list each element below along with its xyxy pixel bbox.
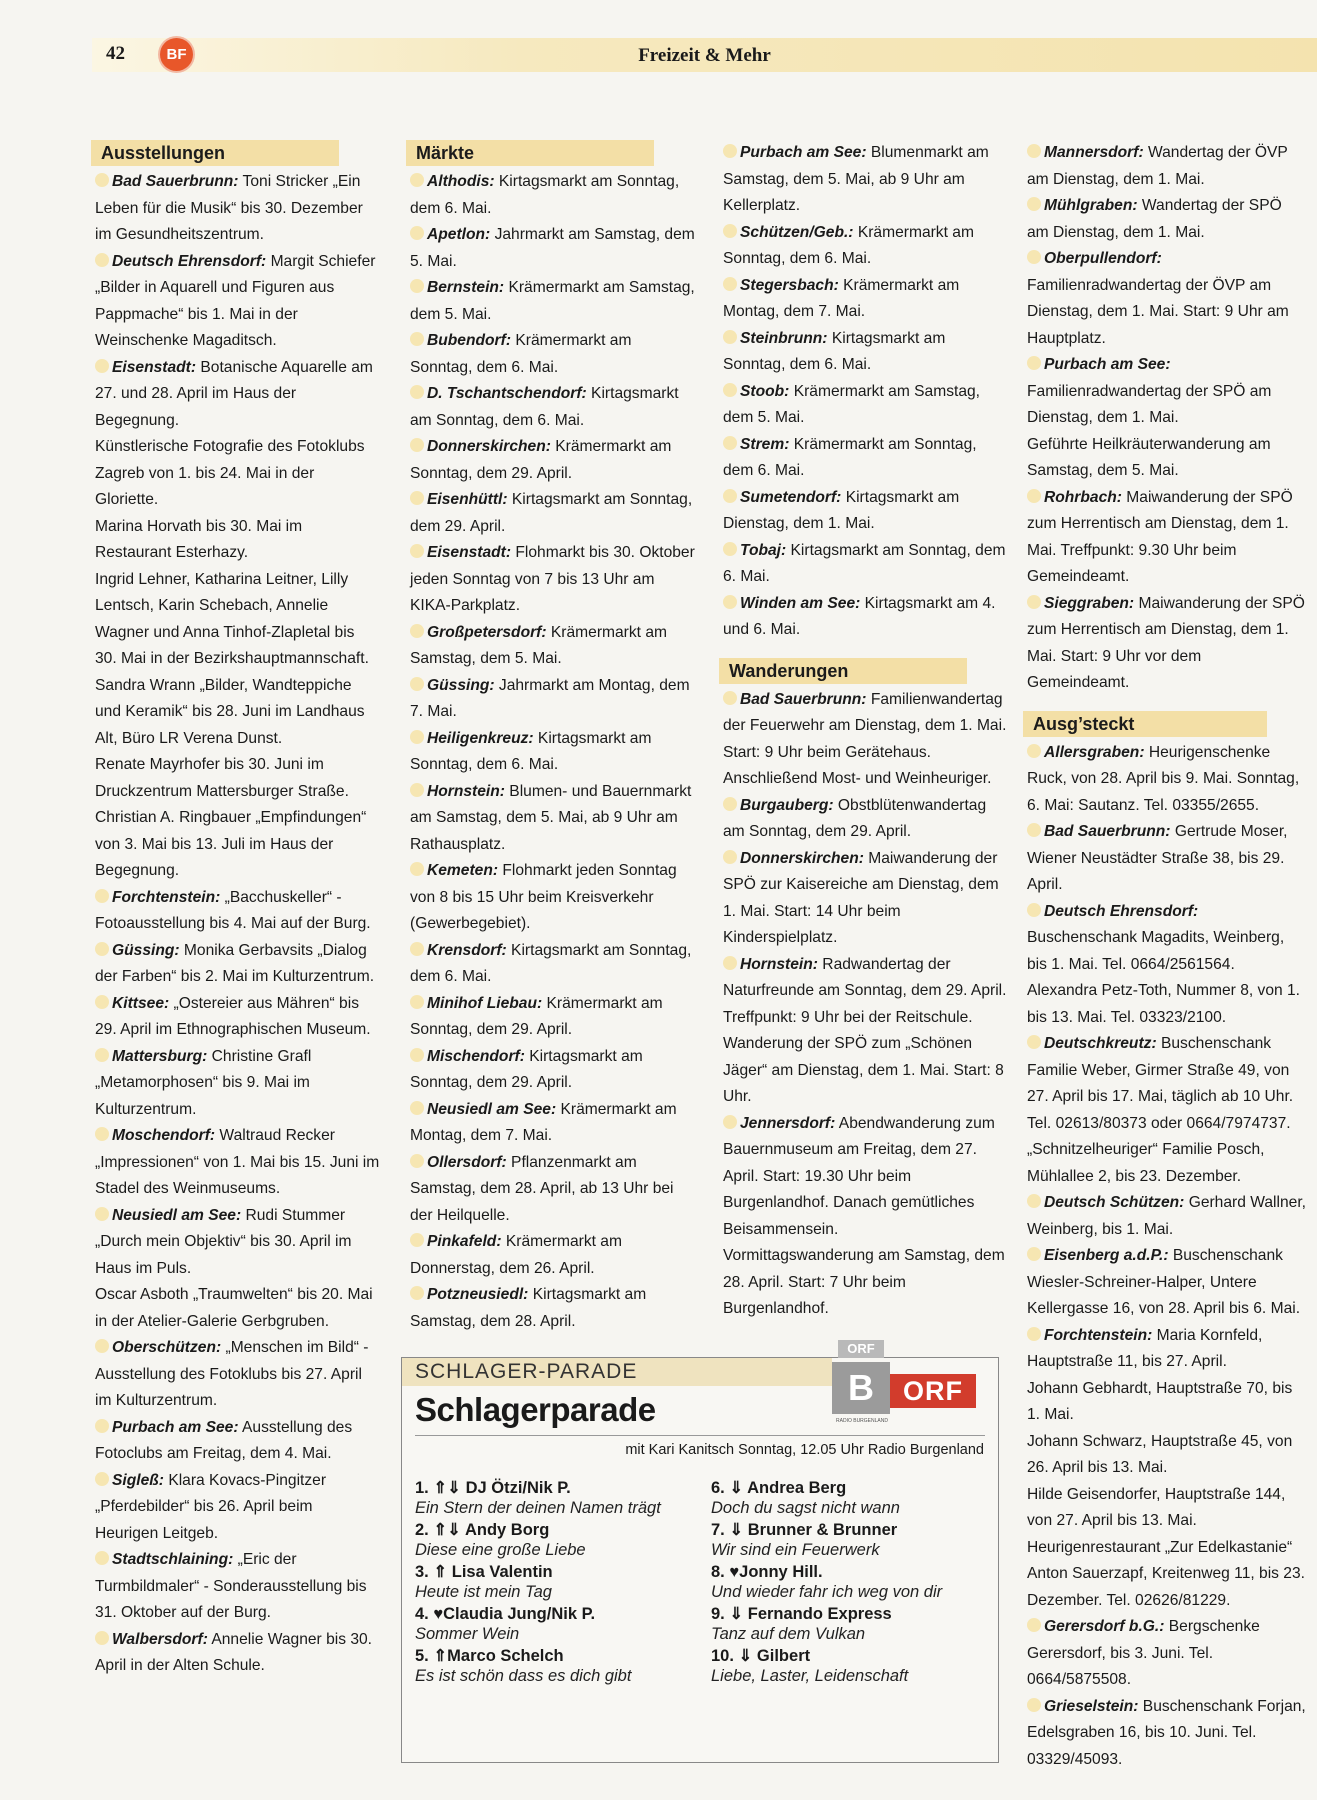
- schlagerparade-box: [401, 1341, 999, 1763]
- chart-list-right: [711, 1478, 1001, 1688]
- listing-entry: [1027, 1031, 1307, 1137]
- chart-artist: 9. ⇓ Fernando Express: [711, 1605, 892, 1623]
- orf-red-logo: ORF: [890, 1374, 976, 1408]
- place-name: Sumetendorf:: [723, 489, 841, 506]
- chart-song: Heute ist mein Tag: [415, 1583, 552, 1601]
- page-header: [92, 38, 1317, 72]
- listing-text: Kirtagsmarkt am Samstag, dem 28. April.: [410, 1286, 647, 1330]
- place-name: Mischendorf:: [410, 1048, 525, 1065]
- listing-entry: [410, 938, 695, 991]
- listing-text: Obstblütenwandertag am Sonntag, dem 29. April.: [723, 796, 987, 840]
- listing-entry: [95, 1415, 380, 1468]
- column-ausstellungen: [95, 140, 380, 1680]
- place-name: Neusiedl am See:: [95, 1207, 241, 1224]
- orf-small-logo: ORF: [838, 1340, 884, 1358]
- orf-b-logo: B: [832, 1362, 890, 1414]
- listing-entry: [1027, 1376, 1307, 1429]
- listing-entry: [95, 938, 380, 991]
- listing-text: Wandertag der SPÖ am Dienstag, dem 1. Mai.: [1027, 197, 1282, 241]
- place-name: Stadtschlaining:: [95, 1551, 233, 1568]
- chart-artist: 10. ⇓ Gilbert: [711, 1647, 811, 1665]
- section-heading: Ausstellungen: [91, 140, 339, 166]
- chart-entry: [711, 1604, 1001, 1646]
- listing-text: Buschenschank Wiesler-Schreiner-Halper, Untere Kellergasse 16, von 28. April bis 6. Mai.: [1027, 1247, 1301, 1317]
- chart-entry: [711, 1562, 1001, 1604]
- place-name: Krensdorf:: [410, 942, 507, 959]
- chart-entry: [711, 1646, 1001, 1688]
- chart-entry: [711, 1478, 1001, 1520]
- place-name: Mühlgraben:: [1027, 197, 1138, 214]
- listing-entry: [95, 1123, 380, 1203]
- chart-list-left: [415, 1478, 705, 1688]
- bf-logo-icon: BF: [160, 38, 193, 71]
- place-name: Tobaj:: [723, 542, 786, 559]
- listing-text: Buschenschank Familie Weber, Girmer Straße 49, von 27. April bis 17. Mai, täglich ab 10 Uhr. Tel. 02613/80373 oder 0664/7974737.: [1027, 1035, 1294, 1132]
- listing-entry: [723, 1243, 1008, 1323]
- listing-entry: [1027, 246, 1307, 352]
- listing-text: Johann Schwarz, Hauptstraße 45, von 26. April bis 13. Mai.: [1027, 1432, 1293, 1476]
- listing-entry: [723, 1031, 1008, 1111]
- place-name: Schützen/Geb.:: [723, 224, 854, 241]
- listing-text: Krämermarkt am Montag, dem 7. Mai.: [723, 276, 960, 320]
- place-name: Jennersdorf:: [723, 1115, 835, 1132]
- listing-text: Klara Kovacs-Pingitzer „Pferdebilder“ bis 26. April beim Heurigen Leitgeb.: [95, 1471, 327, 1542]
- listing-text: Krämermarkt am Donnerstag, dem 26. April.: [410, 1233, 622, 1277]
- listing-entry: [410, 540, 695, 620]
- listing-entry: [1027, 1694, 1307, 1774]
- listing-entry: [723, 273, 1008, 326]
- place-name: Purbach am See:: [723, 144, 867, 161]
- listing-entry: [1027, 740, 1307, 820]
- section-heading: Märkte: [406, 140, 654, 166]
- place-name: Sigleß:: [95, 1472, 164, 1489]
- listing-entry: [723, 432, 1008, 485]
- listing-text: Monika Gerbavsits „Dialog der Farben“ bis 2. Mai im Kulturzentrum.: [95, 941, 375, 985]
- listing-entry: [410, 1150, 695, 1230]
- chart-artist: 8. ♥Jonny Hill.: [711, 1563, 823, 1581]
- chart-song: Ein Stern der deinen Namen trägt: [415, 1499, 661, 1517]
- listing-entry: [410, 487, 695, 540]
- listing-entry: [1027, 1614, 1307, 1694]
- listing-entry: [1027, 1190, 1307, 1243]
- listing-entry: [723, 846, 1008, 952]
- listing-entry: [723, 220, 1008, 273]
- section-heading: Ausg’steckt: [1023, 711, 1267, 737]
- listing-entry: [723, 379, 1008, 432]
- listing-entry: [1027, 1323, 1307, 1376]
- place-name: Oberschützen:: [95, 1339, 221, 1356]
- listing-text: Flohmarkt bis 30. Oktober jeden Sonntag von 7 bis 13 Uhr am KIKA-Parkplatz.: [410, 544, 695, 614]
- chart-artist: 3. ⇑ Lisa Valentin: [415, 1563, 553, 1581]
- place-name: Güssing:: [410, 677, 495, 694]
- place-name: Deutschkreutz:: [1027, 1035, 1157, 1052]
- place-name: Forchtenstein:: [1027, 1327, 1152, 1344]
- listing-text: Kirtagsmarkt am Sonntag, dem 29. April.: [410, 491, 693, 535]
- listing-text: Abendwanderung zum Bauernmuseum am Freitag, dem 27. April. Start: 19.30 Uhr beim Burgenlandhof. Danach gemütliches Beisammensein.: [723, 1114, 995, 1238]
- listing-text: Krämermarkt am Montag, dem 7. Mai.: [410, 1100, 677, 1144]
- listing-entry: [95, 169, 380, 249]
- listing-entry: [410, 434, 695, 487]
- listing-text: Maiwanderung der SPÖ zum Herrentisch am Dienstag, dem 1. Mai. Treffpunkt: 9.30 Uhr beim Gemeindeamt.: [1027, 488, 1293, 585]
- listing-text: Familienradwandertag der SPÖ am Dienstag, dem 1. Mai.: [1027, 382, 1272, 426]
- listing-text: Heurigenschenke Ruck, von 28. April bis 9. Mai. Sonntag, 6. Mai: Sautanz. Tel. 03355/2655.: [1027, 743, 1300, 814]
- listing-entry: [410, 779, 695, 859]
- place-name: Donnerskirchen:: [723, 850, 864, 867]
- orf-radio-burgenland-logo: [832, 1340, 982, 1442]
- listing-text: Krämermarkt am Sonntag, dem 29. April.: [410, 438, 672, 482]
- listing-entry: [723, 326, 1008, 379]
- listing-text: Kirtagsmarkt am 4. und 6. Mai.: [723, 594, 996, 638]
- place-name: Eisenstadt:: [410, 544, 511, 561]
- place-name: Allersgraben:: [1027, 744, 1145, 761]
- listing-text: Radwandertag der Naturfreunde am Sonntag, dem 29. April. Treffpunkt: 9 Uhr bei der Reitschule.: [723, 955, 1007, 1026]
- listing-text: Oscar Asboth „Traumwelten“ bis 20. Mai in der Atelier-Galerie Gerbgruben.: [95, 1286, 373, 1330]
- listing-entry: [1027, 1535, 1307, 1615]
- listing-entry: [410, 381, 695, 434]
- listing-text: Jahrmarkt am Samstag, dem 5. Mai.: [410, 226, 695, 270]
- listing-entry: [95, 1547, 380, 1627]
- listing-text: Krämermarkt am Samstag, dem 5. Mai.: [723, 382, 981, 426]
- place-name: Kemeten:: [410, 862, 498, 879]
- schlagerparade-title: Schlagerparade: [415, 1391, 656, 1428]
- listing-text: Kirtagsmarkt am Sonntag, dem 6. Mai.: [723, 329, 946, 373]
- listing-entry: [95, 514, 380, 567]
- column-wanderungen-ausgsteckt: [1027, 140, 1307, 1773]
- place-name: Deutsch Ehrensdorf:: [95, 253, 266, 270]
- place-name: Moschendorf:: [95, 1127, 215, 1144]
- listing-text: Krämermarkt am Sonntag, dem 6. Mai.: [410, 332, 632, 376]
- listing-text: Wandertag der ÖVP am Dienstag, dem 1. Mai.: [1027, 144, 1288, 188]
- place-name: Mattersburg:: [95, 1048, 207, 1065]
- listing-text: Kirtagsmarkt am Sonntag, dem 6. Mai.: [410, 729, 652, 773]
- place-name: Walbersdorf:: [95, 1631, 208, 1648]
- schlagerparade-band-label: SCHLAGER-PARADE: [415, 1360, 638, 1383]
- listing-text: Gerhard Wallner, Weinberg, bis 1. Mai.: [1027, 1194, 1306, 1238]
- listing-entry: [95, 1627, 380, 1680]
- listing-text: Toni Stricker „Ein Leben für die Musik“ bis 30. Dezember im Gesundheitszentrum.: [95, 173, 363, 243]
- place-name: Eisenberg a.d.P.:: [1027, 1247, 1169, 1264]
- listing-entry: [410, 275, 695, 328]
- listing-text: Krämermarkt am Sonntag, dem 29. April.: [410, 994, 663, 1038]
- schlagerparade-band: [402, 1358, 832, 1386]
- listing-text: „Ostereier aus Mähren“ bis 29. April im Ethnographischen Museum.: [95, 994, 371, 1038]
- listing-text: Kirtagsmarkt am Sonntag, dem 29. April.: [410, 1047, 643, 1091]
- place-name: Grieselstein:: [1027, 1698, 1138, 1715]
- place-name: Oberpullendorf:: [1027, 250, 1162, 267]
- place-name: Eisenstadt:: [95, 359, 196, 376]
- chart-entry: [415, 1562, 705, 1604]
- listing-entry: [1027, 819, 1307, 899]
- section-heading: Wanderungen: [719, 658, 967, 684]
- listing-text: Marina Horvath bis 30. Mai im Restaurant Esterhazy.: [95, 517, 303, 561]
- listing-entry: [1027, 1482, 1307, 1535]
- listing-entry: [1027, 352, 1307, 432]
- listing-text: Ausstellung des Fotoclubs am Freitag, dem 4. Mai.: [95, 1418, 353, 1462]
- listing-entry: [95, 885, 380, 938]
- place-name: Güssing:: [95, 942, 180, 959]
- listing-entry: [410, 222, 695, 275]
- place-name: Mannersdorf:: [1027, 144, 1144, 161]
- listing-text: Gertrude Moser, Wiener Neustädter Straße 38, bis 29. April.: [1027, 823, 1288, 893]
- place-name: Bad Sauerbrunn:: [723, 691, 867, 708]
- listing-text: Künstlerische Fotografie des Fotoklubs Zagreb von 1. bis 24. Mai in der Gloriette.: [95, 438, 365, 508]
- listing-entry: [95, 991, 380, 1044]
- section-title: Freizeit & Mehr: [638, 45, 771, 66]
- place-name: Kittsee:: [95, 995, 169, 1012]
- listing-entry: [95, 1468, 380, 1548]
- column-maerkte-wanderungen: [723, 140, 1008, 1323]
- column-maerkte: [410, 140, 695, 1335]
- listing-text: Blumenmarkt am Samstag, dem 5. Mai, ab 9 Uhr am Kellerplatz.: [723, 144, 989, 214]
- listing-entry: [1027, 591, 1307, 697]
- place-name: Althodis:: [410, 173, 495, 190]
- listing-entry: [410, 673, 695, 726]
- listing-text: Heurigenrestaurant „Zur Edelkastanie“ Anton Sauerzapf, Kreitenweg 11, bis 23. Dezember. Tel. 02626/81229.: [1027, 1538, 1305, 1609]
- listing-entry: [1027, 899, 1307, 979]
- listing-text: Renate Mayrhofer bis 30. Juni im Druckzentrum Mattersburger Straße.: [95, 756, 349, 800]
- place-name: Potzneusiedl:: [410, 1286, 528, 1303]
- listing-text: Sandra Wrann „Bilder, Wandteppiche und Keramik“ bis 28. Juni im Landhaus Alt, Büro LR Verena Dunst.: [95, 676, 365, 747]
- listing-entry: [95, 673, 380, 753]
- chart-artist: 1. ⇑⇓ DJ Ötzi/Nik P.: [415, 1479, 571, 1497]
- listing-text: Familienradwandertag der ÖVP am Dienstag, dem 1. Mai. Start: 9 Uhr am Hauptplatz.: [1027, 276, 1289, 347]
- listing-text: Maiwanderung der SPÖ zur Kaisereiche am Dienstag, dem 1. Mai. Start: 14 Uhr beim Kinderspielplatz.: [723, 849, 999, 946]
- listing-text: Wanderung der SPÖ zum „Schönen Jäger“ am Dienstag, dem 1. Mai. Start: 8 Uhr.: [723, 1035, 1004, 1105]
- listing-text: Vormittagswanderung am Samstag, dem 28. April. Start: 7 Uhr beim Burgenlandhof.: [723, 1247, 1005, 1317]
- place-name: Deutsch Schützen:: [1027, 1194, 1184, 1211]
- chart-entry: [415, 1604, 705, 1646]
- chart-song: Und wieder fahr ich weg von dir: [711, 1583, 943, 1601]
- listing-text: Familienwandertag der Feuerwehr am Dienstag, dem 1. Mai. Start: 9 Uhr beim Gerätehaus. Anschließend Most- und Weinheuriger.: [723, 690, 1007, 787]
- place-name: Minihof Liebau:: [410, 995, 542, 1012]
- listing-entry: [1027, 1137, 1307, 1190]
- listing-text: Geführte Heilkräuterwanderung am Samstag, dem 5. Mai.: [1027, 435, 1271, 479]
- listing-text: Blumen- und Bauernmarkt am Samstag, dem 5. Mai, ab 9 Uhr am Rathausplatz.: [410, 782, 692, 853]
- place-name: Bad Sauerbrunn:: [95, 173, 239, 190]
- listing-text: Alexandra Petz-Toth, Nummer 8, von 1. bis 13. Mai. Tel. 03323/2100.: [1027, 982, 1301, 1026]
- listing-entry: [723, 1111, 1008, 1244]
- place-name: Bubendorf:: [410, 332, 511, 349]
- place-name: Purbach am See:: [95, 1419, 239, 1436]
- place-name: Winden am See:: [723, 595, 860, 612]
- listing-text: Rudi Stummer „Durch mein Objektiv“ bis 30. April im Haus im Puls.: [95, 1206, 352, 1277]
- listing-text: Kirtagsmarkt am Dienstag, dem 1. Mai.: [723, 488, 960, 532]
- place-name: Neusiedl am See:: [410, 1101, 556, 1118]
- listing-entry: [95, 752, 380, 805]
- listing-entry: [723, 538, 1008, 591]
- listing-text: Annelie Wagner bis 30. April in der Alten Schule.: [95, 1630, 373, 1674]
- listing-text: Botanische Aquarelle am 27. und 28. April im Haus der Begegnung.: [95, 358, 373, 429]
- listing-entry: [410, 858, 695, 938]
- place-name: Heiligenkreuz:: [410, 730, 534, 747]
- place-name: Hornstein:: [723, 956, 818, 973]
- listing-entry: [723, 591, 1008, 644]
- listing-text: Buschenschank Forjan, Edelsgraben 16, bis 10. Juni. Tel. 03329/45093.: [1027, 1697, 1306, 1768]
- chart-song: Diese eine große Liebe: [415, 1541, 586, 1559]
- place-name: Pinkafeld:: [410, 1233, 502, 1250]
- listing-entry: [410, 1097, 695, 1150]
- listing-text: Kirtagsmarkt am Sonntag, dem 6. Mai.: [723, 541, 1006, 585]
- place-name: Sieggraben:: [1027, 595, 1134, 612]
- listing-entry: [410, 1282, 695, 1335]
- place-name: Strem:: [723, 436, 789, 453]
- listing-text: „Bacchuskeller“ - Fotoausstellung bis 4. Mai auf der Burg.: [95, 888, 371, 932]
- listing-entry: [95, 1282, 380, 1335]
- listing-text: Krämermarkt am Samstag, dem 5. Mai.: [410, 623, 667, 667]
- page-number: 42: [106, 43, 125, 64]
- place-name: Eisenhüttl:: [410, 491, 508, 508]
- listing-entry: [1027, 485, 1307, 591]
- place-name: Gerersdorf b.G.:: [1027, 1618, 1164, 1635]
- listing-text: Christine Grafl „Metamorphosen“ bis 9. Mai im Kulturzentrum.: [95, 1047, 312, 1118]
- listing-text: Flohmarkt jeden Sonntag von 8 bis 15 Uhr beim Kreisverkehr (Gewerbegebiet).: [410, 862, 677, 932]
- listing-text: Kirtagsmarkt am Sonntag, dem 6. Mai.: [410, 173, 680, 217]
- listing-text: Kirtagsmarkt am Sonntag, dem 6. Mai.: [410, 385, 679, 429]
- chart-song: Liebe, Laster, Leidenschaft: [711, 1667, 909, 1685]
- chart-entry: [711, 1520, 1001, 1562]
- chart-song: Es ist schön dass es dich gibt: [415, 1667, 632, 1685]
- listing-text: Maria Kornfeld, Hauptstraße 11, bis 27. April.: [1027, 1326, 1263, 1370]
- chart-song: Wir sind ein Feuerwerk: [711, 1541, 880, 1559]
- listing-text: Margit Schiefer „Bilder in Aquarell und Figuren aus Pappmache“ bis 1. Mai in der Weinschenke Magaditsch.: [95, 252, 376, 349]
- listing-text: Christian A. Ringbauer „Empfindungen“ von 3. Mai bis 13. Juli im Haus der Begegnung.: [95, 809, 367, 879]
- listing-entry: [410, 1229, 695, 1282]
- listing-text: Hilde Geisendorfer, Hauptstraße 144, von 27. April bis 13. Mai.: [1027, 1485, 1286, 1529]
- listing-entry: [410, 1044, 695, 1097]
- chart-artist: 7. ⇓ Brunner & Brunner: [711, 1521, 898, 1539]
- place-name: Großpetersdorf:: [410, 624, 547, 641]
- listing-text: Waltraud Recker „Impressionen“ von 1. Mai bis 15. Juni im Stadel des Weinmuseums.: [95, 1127, 380, 1197]
- listing-text: Krämermarkt am Sonntag, dem 6. Mai.: [723, 223, 974, 267]
- listing-entry: [410, 328, 695, 381]
- listing-entry: [1027, 193, 1307, 246]
- listing-entry: [723, 485, 1008, 538]
- chart-song: Doch du sagst nicht wann: [711, 1499, 900, 1517]
- chart-song: Sommer Wein: [415, 1625, 520, 1643]
- listing-entry: [1027, 140, 1307, 193]
- listing-entry: [410, 169, 695, 222]
- place-name: Burgauberg:: [723, 797, 834, 814]
- chart-artist: 6. ⇓ Andrea Berg: [711, 1479, 847, 1497]
- place-name: Bad Sauerbrunn:: [1027, 823, 1171, 840]
- listing-entry: [95, 567, 380, 673]
- place-name: Rohrbach:: [1027, 489, 1122, 506]
- listing-text: Maiwanderung der SPÖ zum Herrentisch am Dienstag, dem 1. Mai. Start: 9 Uhr vor dem Gemeindeamt.: [1027, 594, 1305, 691]
- chart-artist: 4. ♥Claudia Jung/Nik P.: [415, 1605, 596, 1623]
- place-name: Donnerskirchen:: [410, 438, 551, 455]
- listing-entry: [723, 952, 1008, 1032]
- listing-text: Krämermarkt am Sonntag, dem 6. Mai.: [723, 435, 977, 479]
- place-name: Bernstein:: [410, 279, 504, 296]
- listing-entry: [723, 793, 1008, 846]
- listing-entry: [95, 249, 380, 355]
- listing-text: Ingrid Lehner, Katharina Leitner, Lilly Lentsch, Karin Schebach, Annelie Wagner und Anna Tinhof-Zlapletal bis 30. Mai in der Bezirkshauptmannschaft.: [95, 570, 369, 667]
- place-name: Steinbrunn:: [723, 330, 828, 347]
- listing-entry: [723, 140, 1008, 220]
- listing-text: Krämermarkt am Samstag, dem 5. Mai.: [410, 279, 695, 323]
- chart-entry: [415, 1478, 705, 1520]
- place-name: Apetlon:: [410, 226, 490, 243]
- listing-text: „Menschen im Bild“ - Ausstellung des Fotoklubs bis 27. April im Kulturzentrum.: [95, 1339, 369, 1409]
- listing-text: Buschenschank Magadits, Weinberg, bis 1. Mai. Tel. 0664/2561564.: [1027, 929, 1285, 973]
- place-name: Ollersdorf:: [410, 1154, 507, 1171]
- place-name: Hornstein:: [410, 783, 505, 800]
- listing-text: Bergschenke Gerersdorf, bis 3. Juni. Tel. 0664/5875508.: [1027, 1618, 1260, 1688]
- listing-text: Pflanzenmarkt am Samstag, dem 28. April, ab 13 Uhr bei der Heilquelle.: [410, 1153, 674, 1224]
- listing-entry: [1027, 1243, 1307, 1323]
- listing-text: „Eric der Turmbildmaler“ - Sonderausstellung bis 31. Oktober auf der Burg.: [95, 1551, 367, 1621]
- listing-entry: [410, 620, 695, 673]
- listing-entry: [410, 991, 695, 1044]
- place-name: D. Tschantschendorf:: [410, 385, 587, 402]
- listing-text: Jahrmarkt am Montag, dem 7. Mai.: [410, 676, 690, 720]
- listing-entry: [723, 687, 1008, 793]
- listing-entry: [95, 434, 380, 514]
- chart-artist: 5. ⇑Marco Schelch: [415, 1647, 564, 1665]
- listing-text: „Schnitzelheuriger“ Familie Posch, Mühlallee 2, bis 23. Dezember.: [1027, 1141, 1265, 1185]
- chart-entry: [415, 1646, 705, 1688]
- orf-caption: RADIO BURGENLAND: [836, 1418, 888, 1424]
- listing-entry: [410, 726, 695, 779]
- listing-entry: [95, 1044, 380, 1124]
- schlagerparade-credit: mit Kari Kanitsch Sonntag, 12.05 Uhr Radio Burgenland: [625, 1442, 984, 1458]
- listing-entry: [1027, 1429, 1307, 1482]
- listing-entry: [95, 1203, 380, 1283]
- chart-artist: 2. ⇑⇓ Andy Borg: [415, 1521, 550, 1539]
- listing-entry: [1027, 432, 1307, 485]
- listing-entry: [95, 355, 380, 435]
- place-name: Forchtenstein:: [95, 889, 220, 906]
- chart-song: Tanz auf dem Vulkan: [711, 1625, 866, 1643]
- place-name: Purbach am See:: [1027, 356, 1171, 373]
- listing-text: Kirtagsmarkt am Sonntag, dem 6. Mai.: [410, 941, 692, 985]
- listing-entry: [95, 1335, 380, 1415]
- place-name: Deutsch Ehrensdorf:: [1027, 903, 1198, 920]
- place-name: Stegersbach:: [723, 277, 839, 294]
- place-name: Stoob:: [723, 383, 789, 400]
- listing-entry: [1027, 978, 1307, 1031]
- listing-entry: [95, 805, 380, 885]
- listing-text: Johann Gebhardt, Hauptstraße 70, bis 1. Mai.: [1027, 1379, 1293, 1423]
- chart-entry: [415, 1520, 705, 1562]
